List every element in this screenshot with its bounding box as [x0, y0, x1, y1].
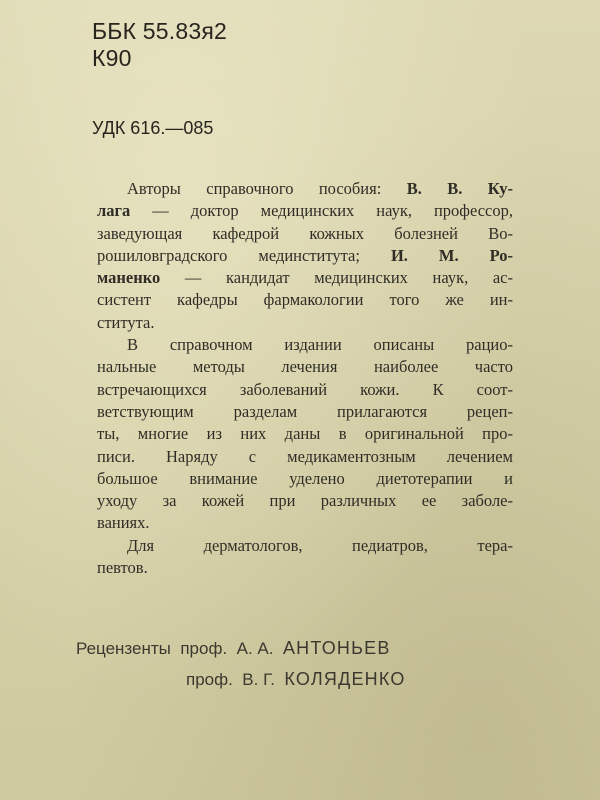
- text-line: писи. Наряду с медикаментозным лечением: [97, 446, 513, 466]
- text-line: маненко — кандидат медицинских наук, ас-: [97, 268, 513, 288]
- text-line: ститута.: [97, 312, 155, 332]
- text-line: ветствующим разделам прилагаются рецеп-: [97, 401, 513, 421]
- annotation-paragraph-audience: [97, 535, 513, 580]
- reviewer-name: КОЛЯДЕНКО: [284, 669, 406, 689]
- reviewer-title: проф.: [180, 639, 228, 658]
- reviewer-title: проф.: [186, 670, 233, 689]
- annotation-paragraph-authors: [97, 178, 513, 334]
- text-line: певтов.: [97, 558, 148, 578]
- text-line: лага — доктор медицинских наук, профессор,: [97, 201, 514, 221]
- author-mark: К90: [92, 45, 132, 71]
- reviewer-name: АНТОНЬЕВ: [282, 638, 391, 658]
- udk-code: УДК 616.—085: [92, 118, 214, 138]
- text-line: систент кафедры фармакологии того же ин-: [97, 290, 513, 310]
- author-name: лага: [97, 201, 131, 221]
- text-line: ваниях.: [97, 513, 150, 533]
- reviewer-row: [76, 664, 406, 695]
- annotation-text: [97, 178, 513, 579]
- text-line: встречающихся заболеваний кожи. К соот-: [97, 379, 513, 399]
- reviewer-initials: В. Г.: [242, 670, 275, 689]
- text-line: рошиловградского мединститута; И. М. Ро-: [97, 245, 513, 265]
- author-name: маненко: [97, 268, 161, 288]
- text-line: нальные методы лечения наиболее часто: [97, 357, 513, 377]
- text-line: уходу за кожей при различных ее заболе-: [97, 491, 513, 511]
- text-line: заведующая кафедрой кожных болезней Во-: [97, 223, 513, 243]
- author-name: В. В. Ку-: [406, 179, 513, 198]
- text-line: В справочном издании описаны рацио-: [127, 335, 513, 355]
- reviewers-label: Рецензенты: [76, 639, 171, 658]
- reviewer-row: [76, 633, 406, 664]
- text-line: большое внимание уделено диетотерапии и: [97, 468, 513, 488]
- text-line: Авторы справочного пособия: В. В. Ку-: [127, 179, 513, 198]
- annotation-paragraph-description: [97, 334, 513, 535]
- classification-codes: [92, 18, 227, 72]
- text-line: ты, многие из них даны в оригинальной про-: [97, 424, 513, 444]
- bbk-code: ББК 55.83я2: [92, 18, 227, 44]
- reviewers-block: [76, 633, 406, 695]
- text-line: Для дерматологов, педиатров, тера-: [127, 535, 513, 555]
- author-name: И. М. Ро-: [390, 245, 513, 265]
- reviewer-initials: А. А.: [236, 639, 274, 658]
